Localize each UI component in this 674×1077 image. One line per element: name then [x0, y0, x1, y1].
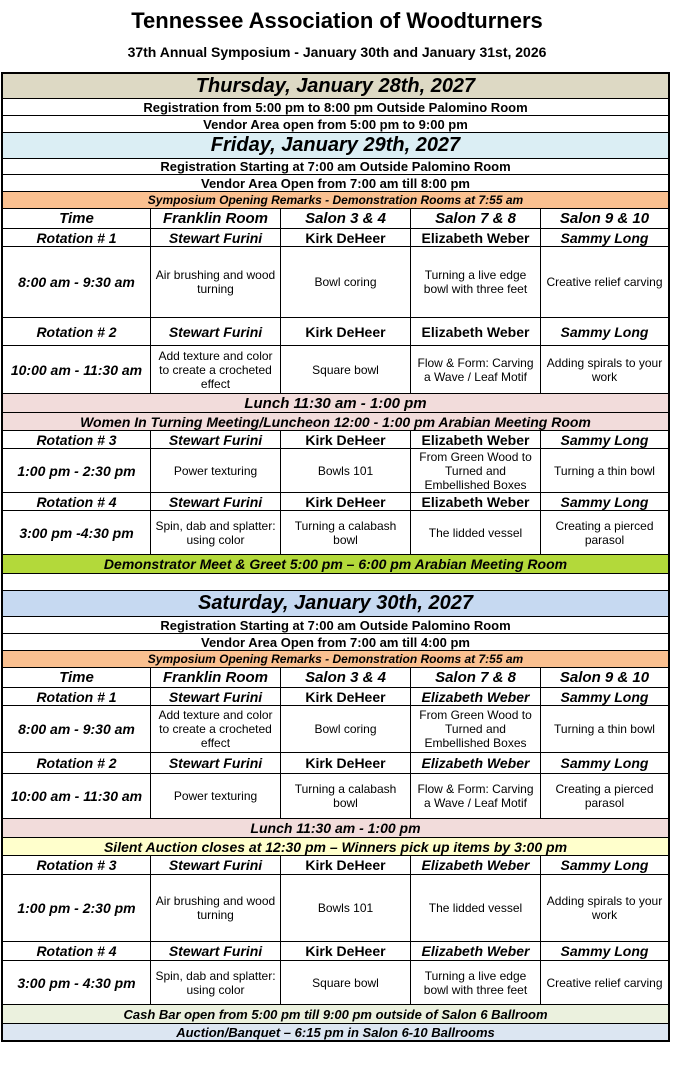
session-topic: Air brushing and wood turning: [151, 247, 281, 317]
demonstrator-name: Elizabeth Weber: [411, 229, 541, 246]
session-time: 8:00 am - 9:30 am: [3, 706, 151, 752]
session-topic: Turning a calabash bowl: [281, 774, 411, 818]
session-topic: From Green Wood to Turned and Embellished Boxes: [411, 449, 541, 492]
friday-column-header-row: [1, 209, 670, 229]
session-topic: Bowl coring: [281, 706, 411, 752]
session-topic: The lidded vessel: [411, 511, 541, 554]
session-topic: Spin, dab and splatter: using color: [151, 511, 281, 554]
saturday-rotation-3-sessions: [1, 875, 670, 942]
friday-lunch: Lunch 11:30 am - 1:00 pm: [1, 394, 670, 413]
friday-rotation-1-header: [1, 229, 670, 247]
thursday-registration: Registration from 5:00 pm to 8:00 pm Outside Palomino Room: [1, 99, 670, 116]
demonstrator-name: Sammy Long: [560, 943, 649, 959]
session-topic: Adding spirals to your work: [546, 355, 663, 384]
thursday-day-header: Thursday, January 28th, 2027: [1, 72, 670, 99]
friday-registration: Registration Starting at 7:00 am Outside Palomino Room: [1, 159, 670, 175]
saturday-rotation-4-sessions: [1, 961, 670, 1005]
session-time: 1:00 pm - 2:30 pm: [3, 875, 151, 941]
column-header-salon-7-8: Salon 7 & 8: [411, 668, 541, 687]
saturday-column-header-row: [1, 668, 670, 688]
saturday-day-header: Saturday, January 30th, 2027: [1, 591, 670, 617]
session-time: 1:00 pm - 2:30 pm: [3, 449, 151, 492]
friday-vendor: Vendor Area Open from 7:00 am till 8:00 pm: [1, 175, 670, 192]
column-header-salon-3-4: Salon 3 & 4: [281, 668, 411, 687]
friday-day-header: Friday, January 29th, 2027: [1, 133, 670, 159]
friday-rotation-3-sessions: [1, 449, 670, 493]
saturday-auction-banquet: Auction/Banquet – 6:15 pm in Salon 6-10 Ballrooms: [1, 1024, 670, 1042]
rotation-label: Rotation # 2: [3, 753, 151, 773]
saturday-rotation-4-header: [1, 942, 670, 961]
demonstrator-name: Stewart Furini: [151, 318, 281, 345]
demonstrator-name: Elizabeth Weber: [411, 942, 541, 960]
demonstrator-name: Sammy Long: [560, 229, 649, 246]
rotation-label: Rotation # 2: [3, 318, 151, 345]
column-header-salon-3-4: Salon 3 & 4: [281, 209, 411, 228]
rotation-label: Rotation # 1: [3, 229, 151, 246]
demonstrator-name: Kirk DeHeer: [281, 942, 411, 960]
session-topic: Turning a thin bowl: [554, 722, 655, 736]
session-topic: Turning a calabash bowl: [281, 511, 411, 554]
friday-rotation-2-sessions: [1, 346, 670, 394]
demonstrator-name: Kirk DeHeer: [281, 493, 411, 510]
demonstrator-name: Sammy Long: [560, 323, 649, 340]
saturday-rotation-2-sessions: [1, 774, 670, 819]
friday-meet-and-greet: Demonstrator Meet & Greet 5:00 pm – 6:00 pm Arabian Meeting Room: [1, 555, 670, 574]
demonstrator-name: Stewart Furini: [151, 856, 281, 874]
rotation-label: Rotation # 4: [3, 493, 151, 510]
session-time: 10:00 am - 11:30 am: [3, 346, 151, 393]
session-topic: Creating a pierced parasol: [555, 518, 654, 547]
demonstrator-name: Kirk DeHeer: [281, 431, 411, 448]
demonstrator-name: Sammy Long: [560, 857, 649, 873]
session-topic: Turning a live edge bowl with three feet: [411, 247, 541, 317]
session-topic: From Green Wood to Turned and Embellished Boxes: [411, 706, 541, 752]
demonstrator-name: Stewart Furini: [151, 229, 281, 246]
demonstrator-name: Elizabeth Weber: [411, 318, 541, 345]
rotation-label: Rotation # 1: [3, 688, 151, 705]
session-topic: Square bowl: [281, 961, 411, 1004]
friday-rotation-2-header: [1, 318, 670, 346]
session-time: 3:00 pm - 4:30 pm: [3, 961, 151, 1004]
demonstrator-name: Sammy Long: [560, 755, 649, 771]
session-topic: Square bowl: [281, 346, 411, 393]
demonstrator-name: Sammy Long: [560, 688, 649, 705]
saturday-silent-auction: Silent Auction closes at 12:30 pm – Winners pick up items by 3:00 pm: [1, 838, 670, 856]
friday-rotation-4-header: [1, 493, 670, 511]
saturday-rotation-1-header: [1, 688, 670, 706]
demonstrator-name: Kirk DeHeer: [281, 688, 411, 705]
session-topic: The lidded vessel: [411, 875, 541, 941]
session-topic: Power texturing: [151, 449, 281, 492]
session-time: 3:00 pm -4:30 pm: [3, 511, 151, 554]
session-topic: Creative relief carving: [546, 275, 663, 289]
session-topic: Add texture and color to create a crocheted effect: [151, 706, 281, 752]
demonstrator-name: Elizabeth Weber: [411, 753, 541, 773]
page-title: Tennessee Association of Woodturners: [131, 8, 543, 33]
demonstrator-name: Kirk DeHeer: [281, 229, 411, 246]
column-header-franklin-room: Franklin Room: [151, 209, 281, 228]
demonstrator-name: Kirk DeHeer: [281, 856, 411, 874]
demonstrator-name: Stewart Furini: [151, 431, 281, 448]
session-topic: Creating a pierced parasol: [555, 782, 654, 810]
session-topic: Add texture and color to create a crocheted effect: [151, 346, 281, 393]
demonstrator-name: Stewart Furini: [151, 493, 281, 510]
session-topic: Flow & Form: Carving a Wave / Leaf Motif: [411, 346, 541, 393]
session-topic: Adding spirals to your work: [546, 894, 663, 922]
saturday-lunch: Lunch 11:30 am - 1:00 pm: [1, 819, 670, 838]
session-topic: Spin, dab and splatter: using color: [151, 961, 281, 1004]
saturday-vendor: Vendor Area Open from 7:00 am till 4:00 pm: [1, 634, 670, 651]
session-time: 10:00 am - 11:30 am: [3, 774, 151, 818]
friday-rotation-4-sessions: [1, 511, 670, 555]
session-topic: Bowl coring: [281, 247, 411, 317]
demonstrator-name: Stewart Furini: [151, 753, 281, 773]
column-header-salon-7-8: Salon 7 & 8: [411, 209, 541, 228]
demonstrator-name: Stewart Furini: [151, 942, 281, 960]
schedule-table: [1, 72, 670, 1042]
demonstrator-name: Sammy Long: [560, 493, 649, 510]
demonstrator-name: Sammy Long: [560, 431, 649, 448]
demonstrator-name: Elizabeth Weber: [411, 856, 541, 874]
column-header-time: Time: [3, 668, 151, 687]
demonstrator-name: Kirk DeHeer: [281, 318, 411, 345]
rotation-label: Rotation # 3: [3, 856, 151, 874]
column-header-salon-9-10: Salon 9 & 10: [559, 210, 650, 227]
column-header-franklin-room: Franklin Room: [151, 668, 281, 687]
thursday-vendor: Vendor Area open from 5:00 pm to 9:00 pm: [1, 116, 670, 133]
friday-rotation-1-sessions: [1, 247, 670, 318]
session-topic: Turning a live edge bowl with three feet: [411, 961, 541, 1004]
saturday-rotation-2-header: [1, 753, 670, 774]
demonstrator-name: Elizabeth Weber: [411, 431, 541, 448]
saturday-registration: Registration Starting at 7:00 am Outside Palomino Room: [1, 617, 670, 634]
column-header-time: Time: [3, 209, 151, 228]
rotation-label: Rotation # 4: [3, 942, 151, 960]
page-subtitle: 37th Annual Symposium - January 30th and January 31st, 2026: [127, 44, 547, 60]
spacer-row: [1, 574, 670, 591]
saturday-opening-remarks: Symposium Opening Remarks - Demonstration Rooms at 7:55 am: [1, 651, 670, 668]
friday-women-in-turning: Women In Turning Meeting/Luncheon 12:00 - 1:00 pm Arabian Meeting Room: [1, 413, 670, 431]
column-header-salon-9-10: Salon 9 & 10: [559, 669, 650, 686]
rotation-label: Rotation # 3: [3, 431, 151, 448]
session-topic: Flow & Form: Carving a Wave / Leaf Motif: [411, 774, 541, 818]
session-topic: Turning a thin bowl: [554, 463, 655, 478]
demonstrator-name: Elizabeth Weber: [411, 688, 541, 705]
saturday-rotation-3-header: [1, 856, 670, 875]
friday-rotation-3-header: [1, 431, 670, 449]
demonstrator-name: Stewart Furini: [151, 688, 281, 705]
session-topic: Bowls 101: [281, 449, 411, 492]
saturday-cash-bar: Cash Bar open from 5:00 pm till 9:00 pm outside of Salon 6 Ballroom: [1, 1005, 670, 1024]
session-topic: Power texturing: [151, 774, 281, 818]
session-topic: Creative relief carving: [546, 975, 663, 990]
friday-opening-remarks: Symposium Opening Remarks - Demonstration Rooms at 7:55 am: [1, 192, 670, 209]
session-topic: Bowls 101: [281, 875, 411, 941]
saturday-rotation-1-sessions: [1, 706, 670, 753]
session-time: 8:00 am - 9:30 am: [3, 247, 151, 317]
demonstrator-name: Elizabeth Weber: [411, 493, 541, 510]
demonstrator-name: Kirk DeHeer: [281, 753, 411, 773]
session-topic: Air brushing and wood turning: [151, 875, 281, 941]
